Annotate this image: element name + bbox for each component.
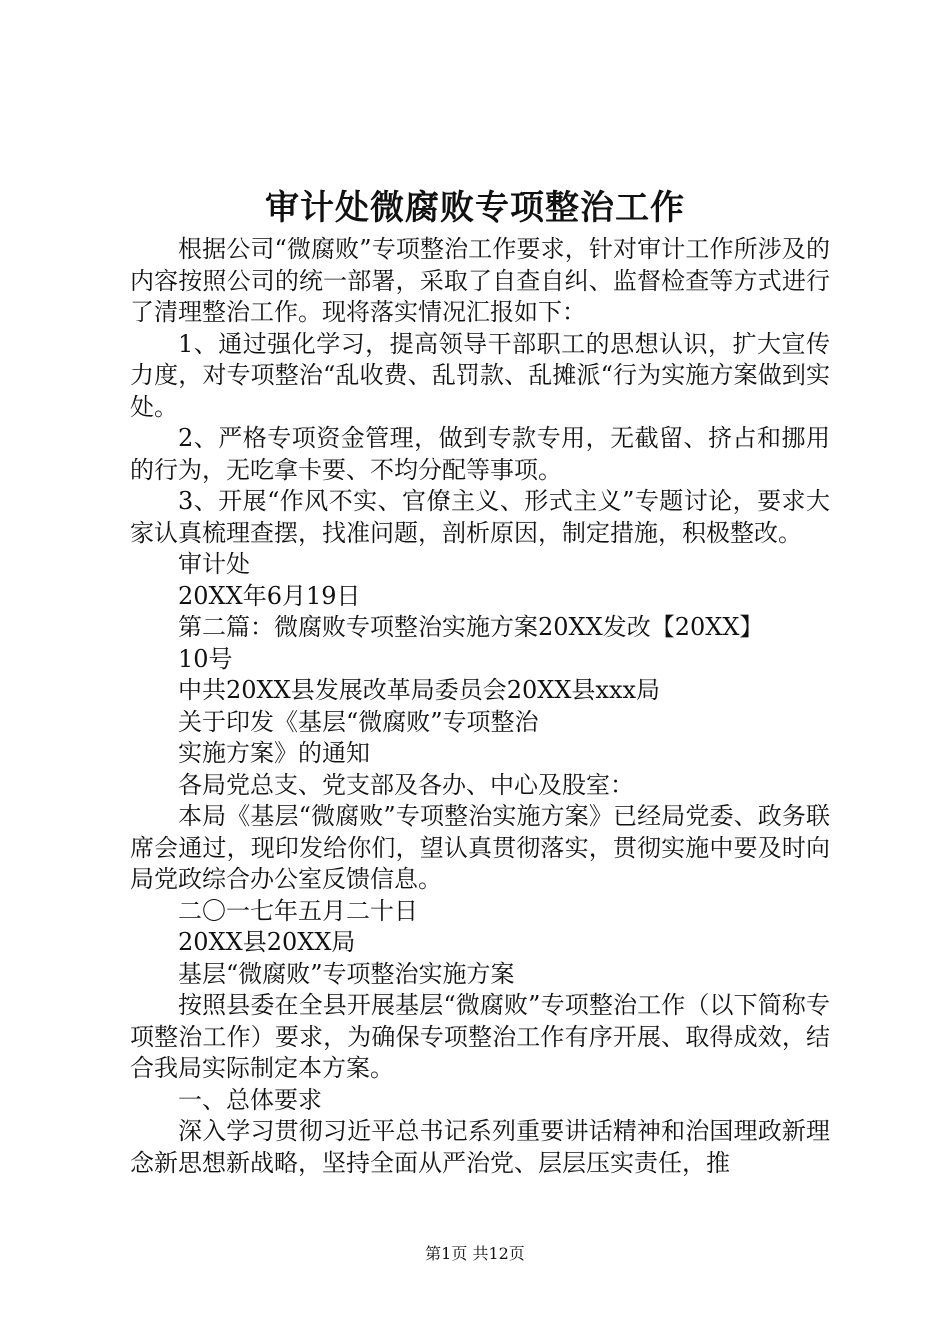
notice-issuer: 20XX县20XX局: [178, 928, 356, 956]
paragraph-intro: 根据公司“微腐败”专项整治工作要求，针对审计工作所涉及的内容按照公司的统一部署，采取了自查自纠、监督检查等方式进行了清理整治工作。现将落实情况汇报如下：: [130, 235, 830, 326]
paragraph-item-2: 2、严格专项资金管理，做到专款专用，无截留、挤占和挪用的行为，无吃拿卡要、不均分配等事项。: [130, 424, 830, 484]
plan-title: 基层“微腐败”专项整治实施方案: [178, 959, 515, 988]
notice-recipients: 各局党总支、党支部及各办、中心及股室：: [178, 770, 634, 799]
document-title: 审计处微腐败专项整治工作: [265, 188, 685, 228]
notice-date: 二〇一七年五月二十日: [178, 896, 418, 925]
notice-title-line-2: 实施方案》的通知: [178, 739, 370, 767]
paragraph-general-requirements: 深入学习贯彻习近平总书记系列重要讲话精神和治国理政新理念新思想新战略，坚持全面从严治党、层层压实责任，推: [130, 1117, 830, 1177]
signature-department: 审计处: [178, 550, 250, 578]
section-heading-second: 第二篇：微腐败专项整治实施方案20XX发改【20XX】: [178, 613, 764, 641]
paragraph-item-3: 3、开展“作风不实、官僚主义、形式主义”专题讨论，要求大家认真梳理查摆，找准问题，剖析原因，制定措施，积极整改。: [130, 487, 830, 547]
notice-title-line-1: 关于印发《基层“微腐败”专项整治: [178, 707, 539, 736]
paragraph-plan-intro: 按照县委在全县开展基层“微腐败”专项整治工作（以下简称专项整治工作）要求，为确保专项整治工作有序开展、取得成效，结合我局实际制定本方案。: [130, 991, 830, 1082]
paragraph-notice-body: 本局《基层“微腐败”专项整治实施方案》已经局党委、政务联席会通过，现印发给你们，望认真贯彻落实，贯彻实施中要及时向局党政综合办公室反馈信息。: [130, 802, 830, 893]
document-body: [130, 234, 830, 1179]
signature-date: 20XX年6月19日: [178, 581, 361, 610]
issuing-authorities: 中共20XX县发展改革局委员会20XX县xxx局: [178, 676, 661, 704]
paragraph-item-1: 1、通过强化学习，提高领导干部职工的思想认识，扩大宣传力度，对专项整治“乱收费、乱罚款、乱摊派“行为实施方案做到实处。: [130, 329, 830, 421]
document-number: 10号: [178, 644, 233, 673]
page-number: 第1页 共12页: [425, 1244, 525, 1263]
section-heading-general-requirements: 一、总体要求: [178, 1085, 322, 1114]
